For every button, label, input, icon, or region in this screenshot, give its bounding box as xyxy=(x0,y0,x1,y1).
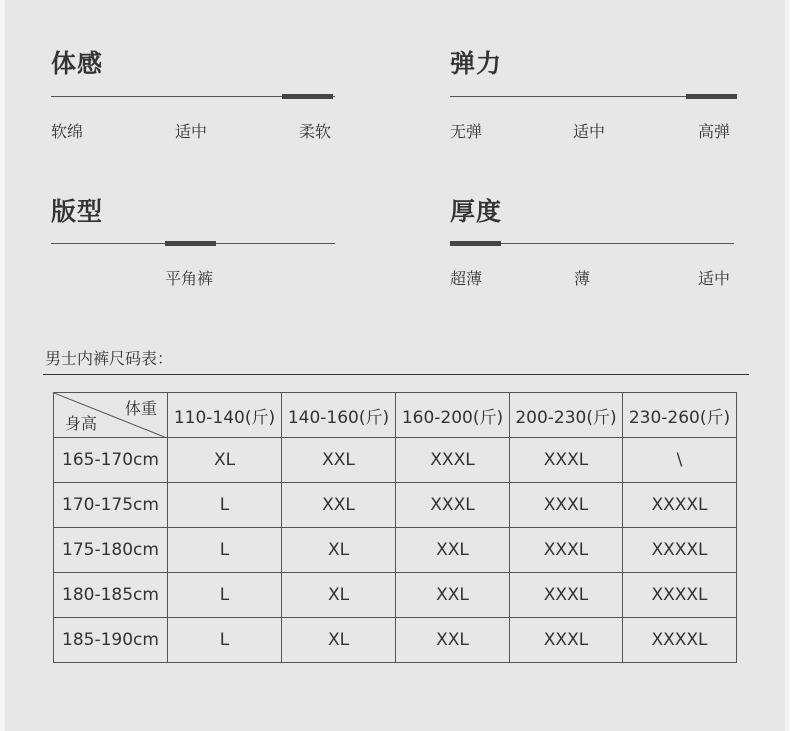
size-cell: XXL xyxy=(396,573,510,618)
caption-divider xyxy=(43,374,749,375)
height-cell: 185-190cm xyxy=(54,618,168,663)
thickness-label-low: 超薄 xyxy=(450,269,483,288)
size-cell: XXXL xyxy=(396,438,510,483)
elasticity-scale-marker xyxy=(686,94,737,99)
size-cell: XXXL xyxy=(510,483,623,528)
size-cell: XXXL xyxy=(510,618,623,663)
fit-label: 平角裤 xyxy=(165,269,214,288)
table-row xyxy=(54,438,737,483)
size-cell: XXXL xyxy=(510,528,623,573)
product-size-page xyxy=(5,0,785,731)
thickness-label-mid: 薄 xyxy=(574,269,591,288)
size-cell: XXXL xyxy=(510,438,623,483)
size-cell: XXXL xyxy=(396,483,510,528)
size-cell: XL xyxy=(282,618,396,663)
height-cell: 180-185cm xyxy=(54,573,168,618)
feel-scale xyxy=(51,96,335,97)
table-row xyxy=(54,618,737,663)
elasticity-label-low: 无弹 xyxy=(450,122,483,141)
table-header-row xyxy=(54,393,737,438)
size-cell: XXXXL xyxy=(623,573,737,618)
table-row xyxy=(54,573,737,618)
size-cell: XXXXL xyxy=(623,528,737,573)
elasticity-scale xyxy=(450,96,734,97)
feel-label-high: 柔软 xyxy=(299,122,332,141)
size-cell: XXXXL xyxy=(623,618,737,663)
thickness-scale-marker xyxy=(450,241,501,246)
height-cell: 170-175cm xyxy=(54,483,168,528)
weight-axis-label: 体重 xyxy=(124,399,157,418)
feel-title: 体感 xyxy=(51,49,104,78)
size-cell: XXL xyxy=(282,483,396,528)
size-cell: XL xyxy=(168,438,282,483)
size-cell: L xyxy=(168,618,282,663)
elasticity-label-high: 高弹 xyxy=(698,122,731,141)
size-cell: XXL xyxy=(396,618,510,663)
size-cell: XXL xyxy=(396,528,510,573)
weight-header: 200-230(斤) xyxy=(510,393,623,438)
weight-header: 110-140(斤) xyxy=(168,393,282,438)
height-cell: 175-180cm xyxy=(54,528,168,573)
feel-scale-marker xyxy=(282,94,333,99)
elasticity-title: 弹力 xyxy=(450,49,503,78)
size-cell: XL xyxy=(282,573,396,618)
height-cell: 165-170cm xyxy=(54,438,168,483)
size-cell: XXXXL xyxy=(623,483,737,528)
size-cell: XXXL xyxy=(510,573,623,618)
corner-header-cell xyxy=(54,393,168,438)
size-cell: XXL xyxy=(282,438,396,483)
size-cell: \ xyxy=(623,438,737,483)
thickness-label-high: 适中 xyxy=(698,269,731,288)
thickness-title: 厚度 xyxy=(450,197,503,226)
fit-scale xyxy=(51,243,335,244)
table-row xyxy=(54,483,737,528)
height-axis-label: 身高 xyxy=(65,414,98,433)
weight-header: 160-200(斤) xyxy=(396,393,510,438)
feel-label-mid: 适中 xyxy=(175,122,208,141)
size-cell: L xyxy=(168,528,282,573)
feel-label-low: 软绵 xyxy=(51,122,84,141)
elasticity-label-mid: 适中 xyxy=(573,122,606,141)
fit-title: 版型 xyxy=(51,197,104,226)
size-chart-table xyxy=(53,392,737,663)
thickness-scale xyxy=(450,243,734,244)
weight-header: 140-160(斤) xyxy=(282,393,396,438)
size-cell: L xyxy=(168,483,282,528)
size-cell: XL xyxy=(282,528,396,573)
fit-scale-marker xyxy=(165,241,216,246)
table-row xyxy=(54,528,737,573)
size-cell: L xyxy=(168,573,282,618)
weight-header: 230-260(斤) xyxy=(623,393,737,438)
size-chart-caption: 男士内裤尺码表： xyxy=(45,349,174,368)
